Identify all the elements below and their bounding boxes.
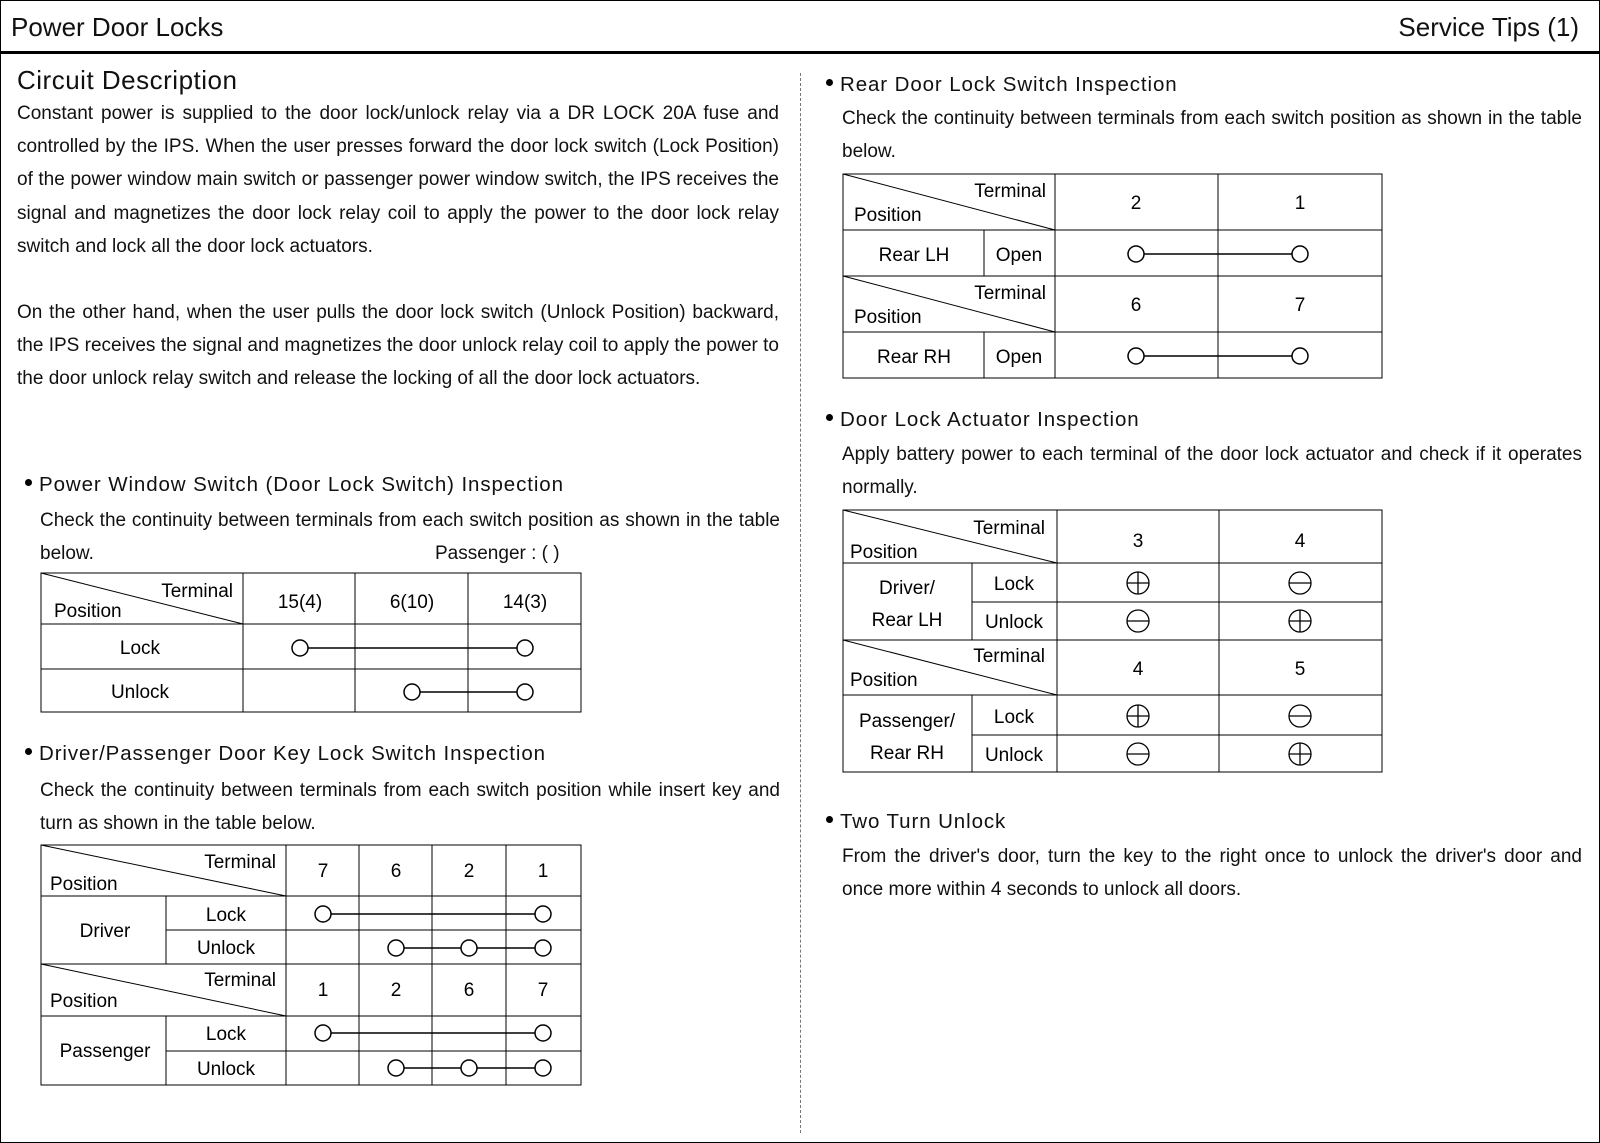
key-position-label: Position	[50, 991, 118, 1012]
rear-position-label: Position	[854, 205, 922, 226]
terminal-node	[388, 940, 404, 956]
key-position-label: Position	[50, 874, 118, 895]
actuator-position-label: Position	[850, 542, 918, 563]
terminal-node	[292, 640, 308, 656]
pws-row-label: Lock	[119, 638, 161, 659]
rear-terminal-label: Terminal	[974, 283, 1046, 304]
section-title: Service Tips (1)	[1398, 12, 1579, 42]
key-passenger-label: Passenger	[59, 1041, 151, 1062]
pws-continuity	[292, 640, 533, 700]
actuator-table	[842, 509, 1385, 775]
terminal-node	[535, 940, 551, 956]
page-title: Power Door Locks	[11, 12, 224, 42]
key-passenger-row-label: Unlock	[196, 1059, 256, 1080]
pws-position-label: Position	[54, 601, 122, 622]
actuator-passenger-label: Rear RH	[870, 743, 944, 764]
plus-terminal-icon	[1127, 572, 1149, 594]
rear-terminal-label: Terminal	[974, 181, 1046, 202]
pws-col-header: 14(3)	[502, 592, 548, 613]
pws-col-header: 15(4)	[277, 592, 323, 613]
actuator-driver-row-label: Lock	[993, 574, 1035, 595]
plus-terminal-icon	[1289, 610, 1311, 632]
key-title: Driver/Passenger Door Key Lock Switch Inspection	[39, 742, 546, 765]
bullet-icon	[25, 479, 32, 486]
minus-terminal-icon	[1289, 705, 1311, 727]
terminal-node	[517, 640, 533, 656]
key-driver-label: Driver	[79, 921, 131, 942]
two-turn-title: Two Turn Unlock	[840, 810, 1007, 833]
pws-row-label: Unlock	[110, 682, 170, 703]
key-passenger-col-header: 1	[317, 980, 329, 1001]
actuator-text: Apply battery power to each terminal of the door lock actuator and check if it operates normally.	[842, 444, 1582, 499]
actuator-driver-col-header: 3	[1132, 531, 1144, 552]
actuator-terminal-label: Terminal	[973, 646, 1045, 667]
terminal-node	[517, 684, 533, 700]
rear-table	[842, 173, 1385, 381]
pws-table	[40, 572, 583, 714]
key-passenger-col-header: 6	[463, 980, 475, 1001]
rear-rh-label: Rear RH	[877, 347, 951, 368]
two-turn-text: From the driver's door, turn the key to the right once to unlock the driver's door and once more within 4 seconds to unlock all doors.	[842, 846, 1582, 901]
key-driver-row-label: Lock	[205, 905, 247, 926]
circuit-paragraph-2: On the other hand, when the user pulls the door lock switch (Unlock Position) backward, the IPS receives the signal and magnetizes the door unlock relay coil to apply the power to the door unlock relay switch and release the locking of all the door lock actuators.	[17, 302, 779, 390]
two-turn-heading	[826, 810, 1006, 834]
terminal-node	[1128, 246, 1144, 262]
pws-title: Power Window Switch (Door Lock Switch) Inspection	[39, 473, 564, 496]
key-driver-col-header: 7	[317, 861, 329, 882]
key-passenger-col-header: 7	[537, 980, 549, 1001]
circuit-paragraph-1: Constant power is supplied to the door lock/unlock relay via a DR LOCK 20A fuse and controlled by the IPS. When the user presses forward the door lock switch (Lock Position) of the power window main switch or passenger power window switch, the IPS receives the signal and magnetizes the door lock relay coil to apply the power to the door lock relay switch and lock all the door lock actuators.	[17, 103, 779, 257]
actuator-passenger-col-header: 4	[1132, 659, 1144, 680]
terminal-node	[1292, 246, 1308, 262]
minus-terminal-icon	[1127, 743, 1149, 765]
terminal-node	[1292, 348, 1308, 364]
pws-col-header: 6(10)	[389, 592, 435, 613]
actuator-driver-label: Driver/	[879, 578, 935, 599]
actuator-driver-col-header: 4	[1294, 531, 1306, 552]
key-passenger-row-label: Lock	[205, 1024, 247, 1045]
pws-text: Check the continuity between terminals from each switch position as shown in the table below.	[40, 510, 780, 565]
rear-lh-col-header: 2	[1130, 193, 1142, 214]
actuator-driver-label: Rear LH	[871, 610, 943, 631]
terminal-node	[535, 906, 551, 922]
key-driver-row-label: Unlock	[196, 938, 256, 959]
pws-heading	[25, 473, 564, 497]
bullet-icon	[25, 748, 32, 755]
terminal-node	[404, 684, 420, 700]
rear-rh-col-header: 6	[1130, 295, 1142, 316]
pws-terminal-label: Terminal	[161, 581, 233, 602]
page-header	[1, 1, 1599, 54]
rear-lh-label: Rear LH	[878, 245, 950, 266]
pws-passenger-note: Passenger : ( )	[435, 543, 560, 564]
terminal-node	[535, 1025, 551, 1041]
terminal-node	[315, 1025, 331, 1041]
terminal-node	[535, 1060, 551, 1076]
actuator-passenger-label: Passenger/	[858, 711, 956, 732]
circuit-heading: Circuit Description	[17, 65, 238, 95]
key-terminal-label: Terminal	[204, 970, 276, 991]
terminal-node	[461, 1060, 477, 1076]
rear-text: Check the continuity between terminals from each switch position as shown in the table below.	[842, 108, 1582, 163]
column-divider	[800, 73, 801, 1133]
actuator-title: Door Lock Actuator Inspection	[840, 408, 1140, 431]
terminal-node	[315, 906, 331, 922]
terminal-node	[1128, 348, 1144, 364]
bullet-icon	[826, 414, 833, 421]
minus-terminal-icon	[1127, 610, 1149, 632]
rear-lh-state: Open	[995, 245, 1043, 266]
actuator-passenger-row-label: Lock	[993, 707, 1035, 728]
bullet-icon	[826, 79, 833, 86]
terminal-node	[388, 1060, 404, 1076]
key-driver-col-header: 1	[537, 861, 549, 882]
rear-rh-col-header: 7	[1294, 295, 1306, 316]
plus-terminal-icon	[1289, 743, 1311, 765]
actuator-heading	[826, 408, 1140, 432]
minus-terminal-icon	[1289, 572, 1311, 594]
key-driver-col-header: 2	[463, 861, 475, 882]
key-text: Check the continuity between terminals from each switch position while insert key and turn as shown in the table below.	[40, 780, 780, 835]
terminal-node	[461, 940, 477, 956]
key-table	[40, 844, 583, 1087]
key-driver-col-header: 6	[390, 861, 402, 882]
actuator-driver-row-label: Unlock	[984, 612, 1044, 633]
actuator-passenger-row-label: Unlock	[984, 745, 1044, 766]
actuator-terminal-label: Terminal	[973, 518, 1045, 539]
plus-terminal-icon	[1127, 705, 1149, 727]
rear-heading	[826, 73, 1178, 97]
rear-rh-state: Open	[995, 347, 1043, 368]
rear-title: Rear Door Lock Switch Inspection	[840, 73, 1178, 96]
rear-position-label: Position	[854, 307, 922, 328]
key-heading	[25, 742, 546, 766]
bullet-icon	[826, 816, 833, 823]
actuator-passenger-col-header: 5	[1294, 659, 1306, 680]
key-terminal-label: Terminal	[204, 852, 276, 873]
actuator-position-label: Position	[850, 670, 918, 691]
key-passenger-col-header: 2	[390, 980, 402, 1001]
rear-lh-col-header: 1	[1294, 193, 1306, 214]
